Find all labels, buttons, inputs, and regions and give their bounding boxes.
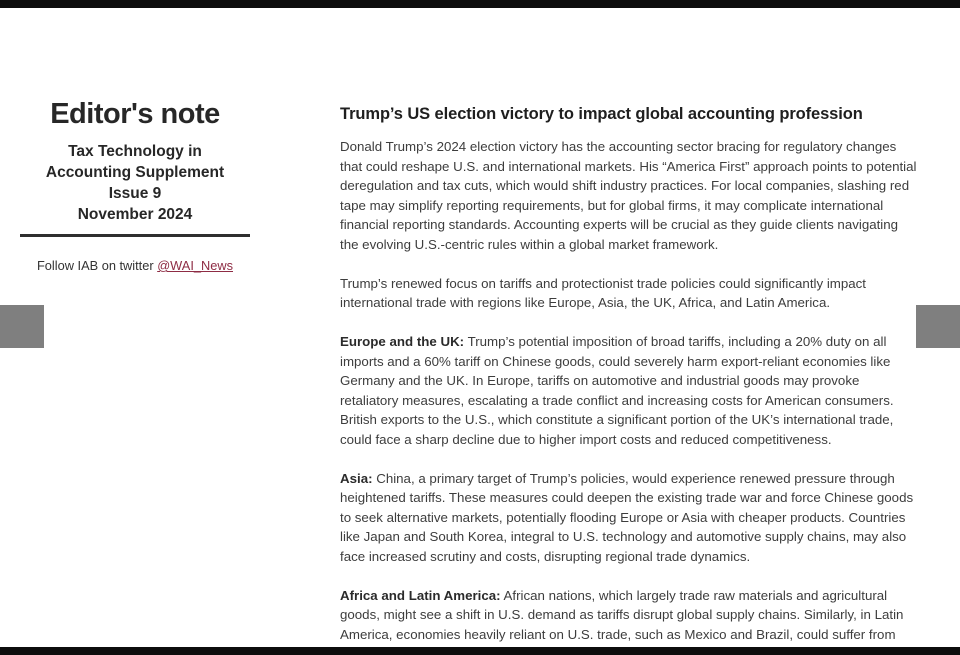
article-paragraph: [340, 586, 918, 645]
article-paragraph: [340, 469, 918, 567]
article-paragraph: [340, 332, 918, 449]
paragraph-lead: Africa and Latin America:: [340, 587, 501, 603]
editors-note-panel: [20, 97, 250, 273]
next-page-button[interactable]: [916, 305, 960, 348]
issue-info-line-4: November 2024: [77, 206, 193, 223]
paragraph-text: Donald Trump’s 2024 election victory has the accounting sector bracing for regulatory changes that could reshape U.S. and international markets. His “America First” approach points to potential deregulation and tax cuts, which would shift industry practices. For local companies, slashing red tape may simplify reporting requirements, but for global firms, it may complicate international financial reporting standards. Accounting experts will be crucial as they guide clients navigating the evolving U.S.-centric rules within a global market framework.: [340, 139, 917, 252]
issue-info-line-3: Issue 9: [108, 185, 162, 202]
paragraph-text: Trump’s renewed focus on tariffs and protectionist trade policies could significantly impact international trade with regions like Europe, Asia, the UK, Africa, and Latin America.: [340, 275, 866, 310]
paragraph-text: Trump’s potential imposition of broad tariffs, including a 20% duty on all imports and a 60% tariff on Chinese goods, could severely harm export-reliant economies like Germany and the UK. In Europe, tariffs on automotive and industrial goods may provoke retaliatory measures, escalating a trade conflict and increasing costs for American consumers. British exports to the U.S., which constitute a significant portion of the UK’s international trade, could face a sharp decline due to higher import costs and reduced competitiveness.: [340, 334, 894, 447]
issue-info-line-2: Accounting Supplement: [45, 164, 225, 181]
paragraph-text: China, a primary target of Trump’s policies, would experience renewed pressure through heightened tariffs. These measures could deepen the existing trade war and force Chinese goods to seek alternative markets, potentially flooding Europe or Asia with cheaper products. Countries like Japan and South Korea, integral to U.S. technology and automotive supply chains, may also face increased scrutiny and costs, disrupting regional trade dynamics.: [340, 470, 914, 564]
editors-note-title: Editor's note: [50, 98, 220, 130]
twitter-handle-link[interactable]: @WAI_News: [157, 258, 233, 273]
paragraph-text: African nations, which largely trade raw materials and agricultural goods, might see a shift in U.S. demand as tariffs disrupt global supply chains. Similarly, in Latin America, economies heavily reliant on U.S. trade, such as Mexico and Brazil, could suffer from: [340, 587, 904, 642]
article-headline: Trump’s US election victory to impact global accounting profession: [340, 105, 863, 123]
paragraph-lead: Europe and the UK:: [340, 334, 465, 349]
viewer-bottom-bar: [0, 647, 960, 655]
article-paragraph: [340, 274, 918, 313]
sidebar-divider: [20, 234, 250, 237]
follow-line: [20, 258, 250, 273]
issue-info: [20, 141, 250, 225]
article-column: [340, 103, 918, 647]
prev-page-button[interactable]: [0, 305, 44, 348]
article-paragraph: [340, 137, 918, 254]
paragraph-lead: Asia:: [340, 470, 373, 486]
issue-info-line-1: Tax Technology in: [68, 143, 202, 160]
follow-text: Follow IAB on twitter: [36, 258, 158, 273]
viewer-top-bar: [0, 0, 960, 8]
